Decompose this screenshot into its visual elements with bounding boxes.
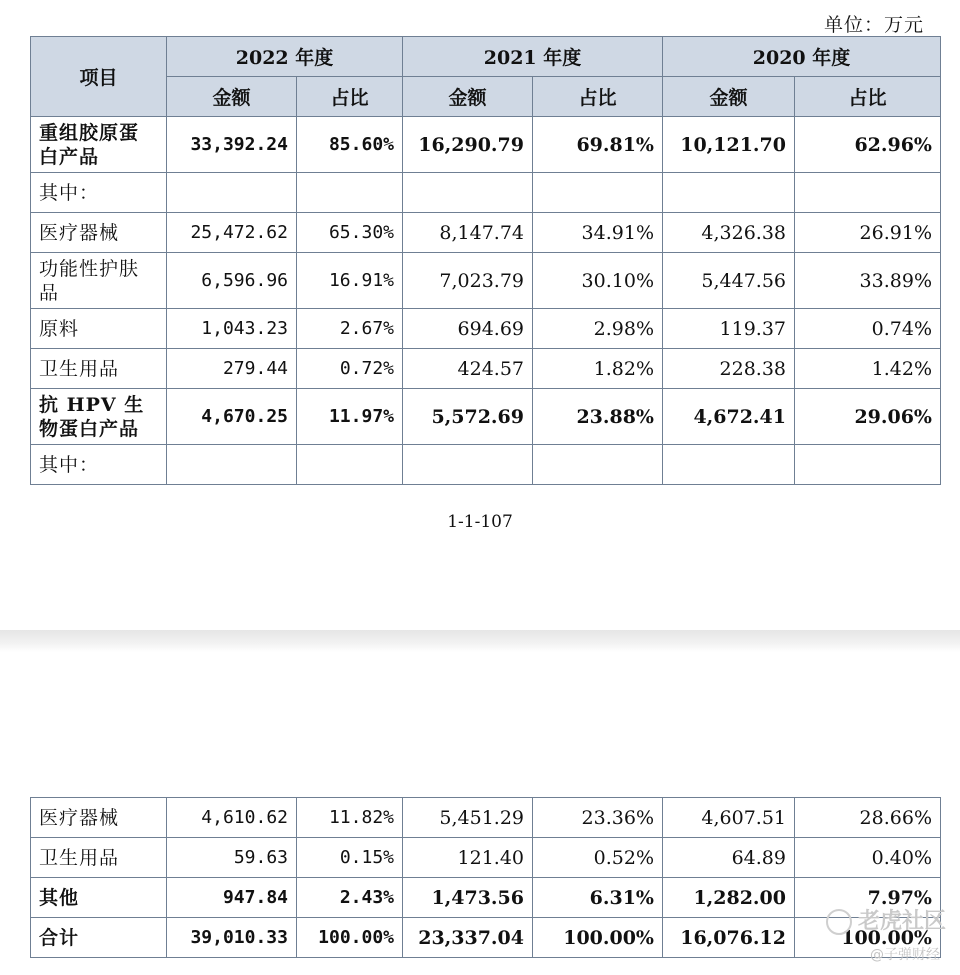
ratio-cell — [297, 445, 403, 485]
ratio-cell: 29.06% — [795, 389, 941, 445]
row-label: 其中： — [31, 173, 167, 213]
table-row — [31, 117, 941, 173]
table-row — [31, 309, 941, 349]
ratio-cell: 7.97% — [795, 878, 941, 918]
amount-cell: 5,447.56 — [663, 253, 795, 309]
amount-cell: 4,670.25 — [167, 389, 297, 445]
header-ratio: 占比 — [533, 77, 663, 117]
ratio-cell: 0.72% — [297, 349, 403, 389]
row-label: 抗 HPV 生物蛋白产品 — [31, 389, 167, 445]
amount-cell — [167, 445, 297, 485]
amount-cell: 119.37 — [663, 309, 795, 349]
ratio-cell: 1.42% — [795, 349, 941, 389]
ratio-cell: 2.43% — [297, 878, 403, 918]
ratio-cell: 1.82% — [533, 349, 663, 389]
ratio-cell: 33.89% — [795, 253, 941, 309]
row-label: 重组胶原蛋白产品 — [31, 117, 167, 173]
page-gap — [0, 630, 960, 652]
table-row — [31, 798, 941, 838]
row-label: 其他 — [31, 878, 167, 918]
header-year-2021: 2021 年度 — [403, 37, 663, 77]
table-row — [31, 878, 941, 918]
amount-cell: 8,147.74 — [403, 213, 533, 253]
ratio-cell: 0.52% — [533, 838, 663, 878]
ratio-cell: 100.00% — [533, 918, 663, 958]
ratio-cell: 2.67% — [297, 309, 403, 349]
header-year-2022: 2022 年度 — [167, 37, 403, 77]
amount-cell: 5,572.69 — [403, 389, 533, 445]
row-label: 其中： — [31, 445, 167, 485]
amount-cell: 1,043.23 — [167, 309, 297, 349]
header-amount: 金额 — [403, 77, 533, 117]
header-year-2020: 2020 年度 — [663, 37, 941, 77]
amount-cell: 1,473.56 — [403, 878, 533, 918]
amount-cell: 4,607.51 — [663, 798, 795, 838]
amount-cell: 39,010.33 — [167, 918, 297, 958]
ratio-cell: 2.98% — [533, 309, 663, 349]
ratio-cell: 62.96% — [795, 117, 941, 173]
page-number: 1-1-107 — [447, 512, 513, 532]
amount-cell: 424.57 — [403, 349, 533, 389]
ratio-cell: 0.74% — [795, 309, 941, 349]
amount-cell: 23,337.04 — [403, 918, 533, 958]
amount-cell — [663, 445, 795, 485]
ratio-cell — [795, 445, 941, 485]
ratio-cell: 34.91% — [533, 213, 663, 253]
header-item: 项目 — [31, 37, 167, 117]
amount-cell: 7,023.79 — [403, 253, 533, 309]
amount-cell: 694.69 — [403, 309, 533, 349]
amount-cell: 33,392.24 — [167, 117, 297, 173]
ratio-cell: 0.40% — [795, 838, 941, 878]
header-ratio: 占比 — [795, 77, 941, 117]
header-amount: 金额 — [663, 77, 795, 117]
revenue-table-top — [30, 36, 941, 485]
amount-cell: 279.44 — [167, 349, 297, 389]
ratio-cell: 26.91% — [795, 213, 941, 253]
watermark-logo-icon — [826, 909, 852, 935]
ratio-cell: 100.00% — [297, 918, 403, 958]
amount-cell: 25,472.62 — [167, 213, 297, 253]
amount-cell: 16,076.12 — [663, 918, 795, 958]
table-row — [31, 173, 941, 213]
watermark-brand-text: 老虎社区 — [857, 909, 946, 934]
amount-cell: 5,451.29 — [403, 798, 533, 838]
ratio-cell: 6.31% — [533, 878, 663, 918]
amount-cell — [663, 173, 795, 213]
row-label: 卫生用品 — [31, 838, 167, 878]
amount-cell — [403, 173, 533, 213]
amount-cell: 4,610.62 — [167, 798, 297, 838]
amount-cell — [167, 173, 297, 213]
ratio-cell: 23.36% — [533, 798, 663, 838]
amount-cell: 16,290.79 — [403, 117, 533, 173]
amount-cell: 4,326.38 — [663, 213, 795, 253]
ratio-cell: 69.81% — [533, 117, 663, 173]
amount-cell: 59.63 — [167, 838, 297, 878]
ratio-cell — [297, 173, 403, 213]
amount-cell: 1,282.00 — [663, 878, 795, 918]
row-label: 医疗器械 — [31, 213, 167, 253]
amount-cell: 121.40 — [403, 838, 533, 878]
ratio-cell: 11.97% — [297, 389, 403, 445]
table-row — [31, 213, 941, 253]
amount-cell: 947.84 — [167, 878, 297, 918]
row-label: 功能性护肤品 — [31, 253, 167, 309]
ratio-cell: 65.30% — [297, 213, 403, 253]
table-row — [31, 918, 941, 958]
ratio-cell: 16.91% — [297, 253, 403, 309]
revenue-table-bottom — [30, 797, 941, 958]
watermark-author: @子弹财经 — [870, 947, 940, 963]
table-row — [31, 838, 941, 878]
amount-cell: 10,121.70 — [663, 117, 795, 173]
ratio-cell: 23.88% — [533, 389, 663, 445]
table-row — [31, 389, 941, 445]
ratio-cell: 11.82% — [297, 798, 403, 838]
row-label: 医疗器械 — [31, 798, 167, 838]
row-label: 合计 — [31, 918, 167, 958]
row-label: 卫生用品 — [31, 349, 167, 389]
table-row — [31, 253, 941, 309]
amount-cell: 228.38 — [663, 349, 795, 389]
ratio-cell: 85.60% — [297, 117, 403, 173]
header-ratio: 占比 — [297, 77, 403, 117]
amount-cell — [403, 445, 533, 485]
amount-cell: 6,596.96 — [167, 253, 297, 309]
header-amount: 金额 — [167, 77, 297, 117]
ratio-cell: 30.10% — [533, 253, 663, 309]
table-row — [31, 349, 941, 389]
row-label: 原料 — [31, 309, 167, 349]
ratio-cell — [533, 173, 663, 213]
ratio-cell: 100.00% — [795, 918, 941, 958]
table-row — [31, 445, 941, 485]
unit-label: 单位：万元 — [823, 14, 924, 36]
amount-cell: 4,672.41 — [663, 389, 795, 445]
ratio-cell: 0.15% — [297, 838, 403, 878]
watermark-brand — [826, 904, 946, 935]
ratio-cell: 28.66% — [795, 798, 941, 838]
amount-cell: 64.89 — [663, 838, 795, 878]
ratio-cell — [795, 173, 941, 213]
ratio-cell — [533, 445, 663, 485]
